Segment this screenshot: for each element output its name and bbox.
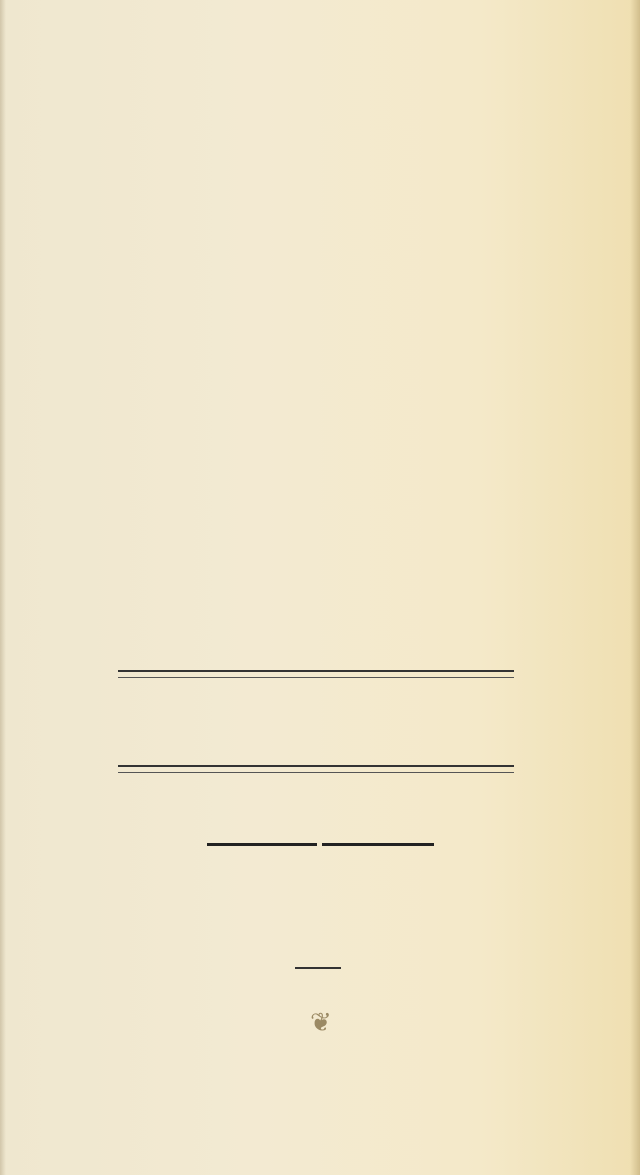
short-rule-left xyxy=(207,843,317,846)
tiny-rule xyxy=(295,967,341,969)
short-rule-right xyxy=(322,843,434,846)
ornamental-rule-top xyxy=(118,670,514,678)
page-left-shadow xyxy=(0,0,6,1175)
ornamental-rule-bottom xyxy=(118,765,514,773)
ink-blot-mark: ❦ xyxy=(310,1008,332,1038)
page-right-shadow xyxy=(630,0,640,1175)
